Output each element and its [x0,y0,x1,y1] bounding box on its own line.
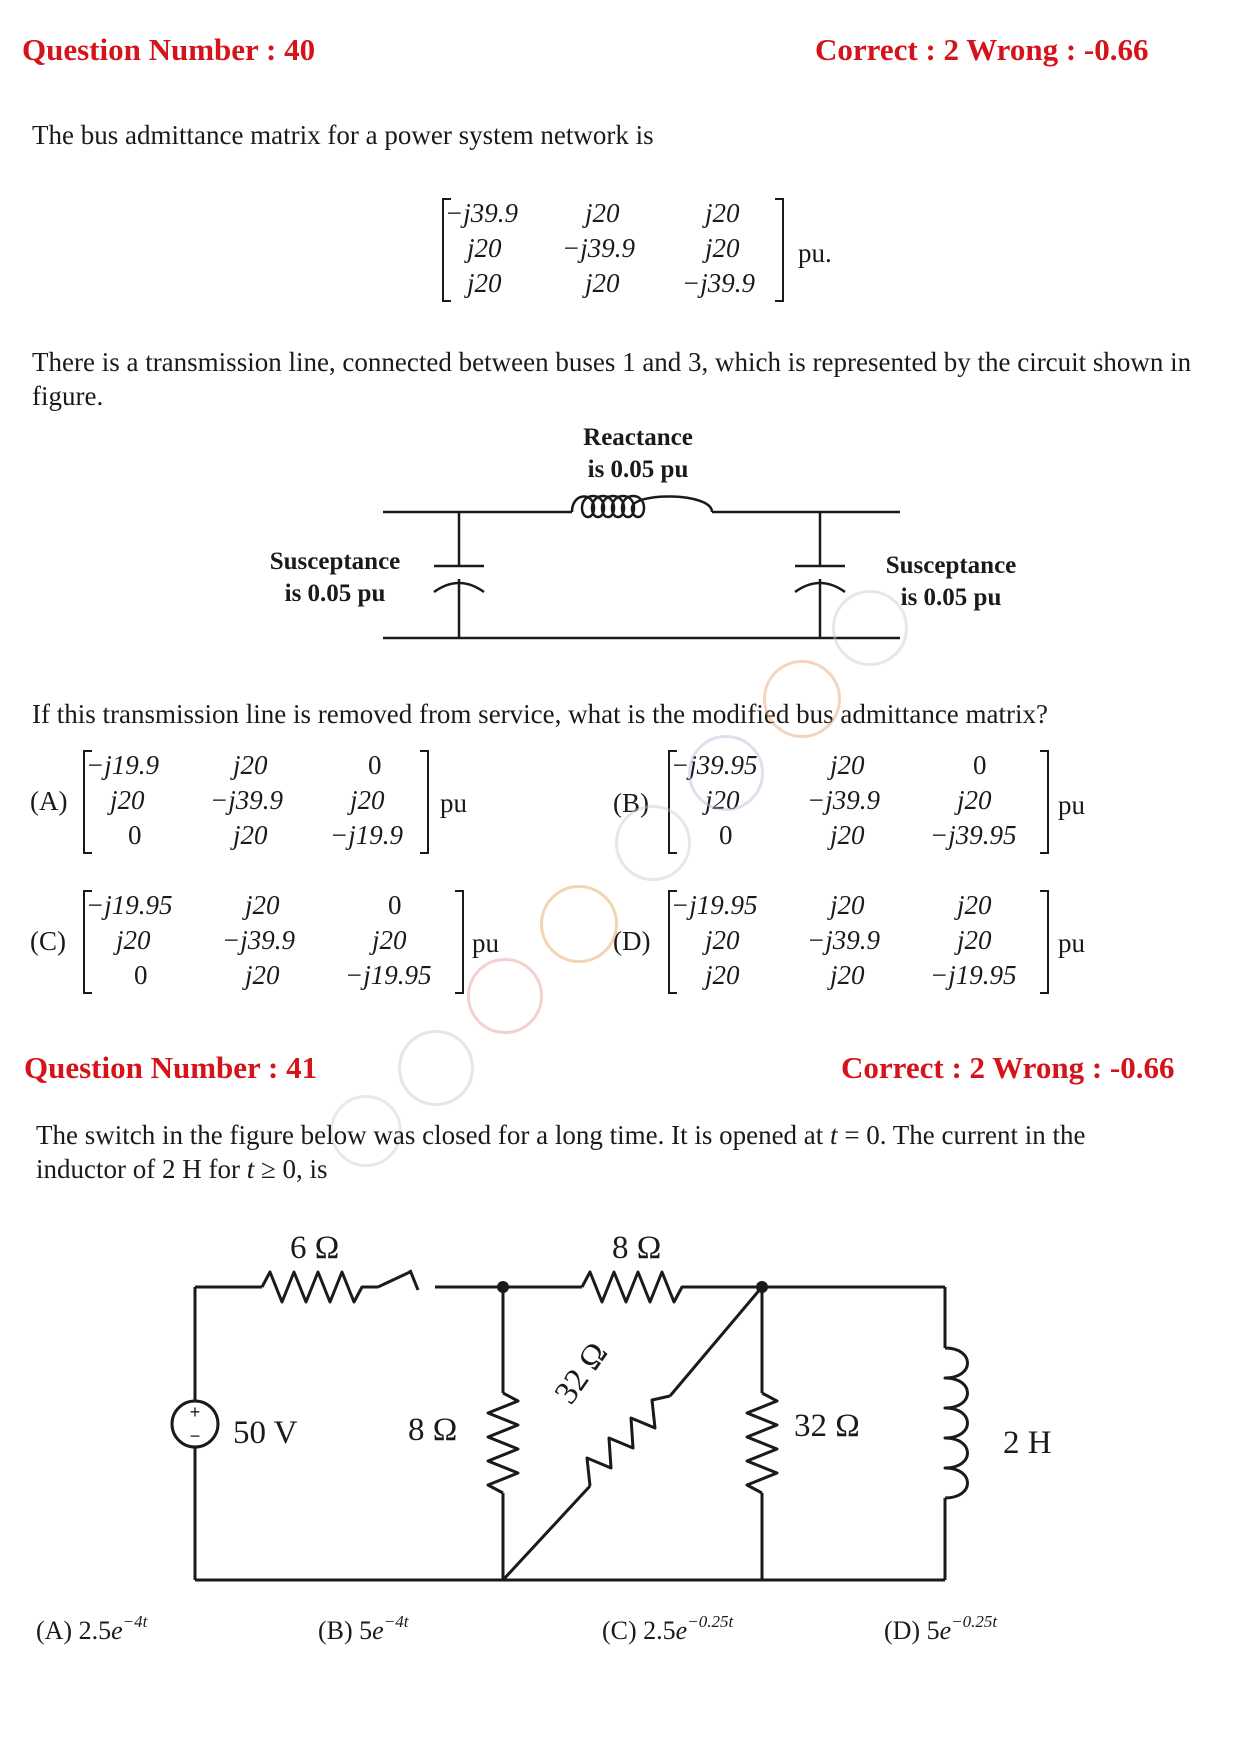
matrix-cell: j20 [585,268,620,298]
matrix-cell: −j39.9 [807,785,880,815]
option-a-label: (A) [30,786,68,816]
susceptance-right-line1: Susceptance [885,552,1017,579]
matrix-cell: j20 [830,960,865,990]
matrix-cell: j20 [830,750,865,780]
matrix-cell: 0 [368,750,382,780]
minus-sign: − [189,1426,201,1446]
matrix-cell: 0 [719,820,733,850]
matrix-cell: −j39.95 [671,750,758,780]
r3-label: 8 Ω [408,1412,458,1448]
option-b-label: (B) [613,788,649,818]
matrix-cell: −j39.9 [445,198,518,228]
option-c-label: (C) [30,926,66,956]
matrix-unit: pu. [798,238,832,268]
matrix-cell: j20 [705,198,740,228]
watermark-stamp [763,660,841,738]
q41-text-line1 [36,1118,1085,1152]
answer-c-base: e [675,1616,688,1645]
matrix-cell: j20 [372,925,407,955]
matrix-cell: −j19.9 [86,750,159,780]
matrix-cell: 0 [134,960,148,990]
matrix-cell: −j39.9 [682,268,755,298]
matrix-cell: −j19.95 [345,960,432,990]
q40-intro: The bus admittance matrix for a power system network is [32,120,654,150]
matrix-cell: j20 [705,785,740,815]
q41-var-t: t [830,1120,838,1150]
answer-a-exp: −4t [122,1612,148,1631]
matrix-cell: −j39.95 [930,820,1017,850]
matrix-cell: −j19.95 [671,890,758,920]
answer-d-label: (D) 5 [884,1616,940,1645]
q41-text-a: The switch in the figure below was closed for a long time. It is opened at [36,1120,831,1150]
option-c-matrix [80,888,470,998]
susceptance-left-line1: Susceptance [269,548,401,575]
q41-text-d: ≥ 0, is [254,1154,328,1184]
watermark-stamp [540,885,618,963]
matrix-cell: −j19.95 [86,890,173,920]
matrix-cell: j20 [110,785,145,815]
answer-c-label: (C) 2.5 [602,1616,676,1645]
answer-b-exp: −4t [383,1612,409,1631]
matrix-cell: j20 [245,890,280,920]
answer-d-exp: −0.25t [951,1612,998,1631]
matrix-cell: j20 [705,925,740,955]
answer-a-label: (A) 2.5 [36,1616,112,1645]
matrix-cell: 0 [388,890,402,920]
q40-header: Question Number : 40 [22,32,316,67]
matrix-cell: j20 [233,750,268,780]
q41-marks: Correct : 2 Wrong : -0.66 [841,1050,1175,1085]
option-c-unit: pu [472,928,499,958]
susceptance-left-label [240,546,430,610]
option-a-unit: pu [440,788,467,818]
inductor-label: 2 H [1003,1425,1052,1461]
matrix-cell: 0 [973,750,987,780]
q40-marks: Correct : 2 Wrong : -0.66 [815,32,1149,67]
r1-label: 6 Ω [290,1230,340,1266]
answer-c-exp: −0.25t [687,1612,734,1631]
matrix-cell: j20 [585,198,620,228]
answer-d [884,1612,997,1646]
rl-circuit [0,1150,1240,1600]
matrix-cell: j20 [957,925,992,955]
matrix-cell: j20 [245,960,280,990]
watermark-stamp [832,590,908,666]
q41-header: Question Number : 41 [24,1050,318,1085]
answer-a-base: e [111,1616,123,1645]
r4-label: 32 Ω [548,1336,616,1411]
matrix-cell: j20 [830,890,865,920]
option-a-matrix [80,748,440,858]
r5-label: 32 Ω [794,1408,860,1444]
q40-line-text: There is a transmission line, connected between buses 1 and 3, which is represented by the circuit shown in figure. [32,347,1192,411]
matrix-cell: j20 [467,268,502,298]
answer-b [318,1612,408,1646]
q41-text-c: inductor of 2 H for [36,1154,247,1184]
q41-text-b: = 0. The current in the [837,1120,1086,1150]
option-d-matrix [665,888,1055,998]
reactance-label [538,422,738,486]
option-b-unit: pu [1058,790,1085,820]
answer-b-base: e [372,1616,384,1645]
answer-c [602,1612,733,1646]
matrix-cell: j20 [705,233,740,263]
answer-a [36,1612,147,1646]
matrix-cell: j20 [705,960,740,990]
source-label: 50 V [233,1415,298,1451]
option-d-label: (D) [613,926,651,956]
q40-question: If this transmission line is removed from service, what is the modified bus admittance matrix? [32,699,1049,729]
r2-label: 8 Ω [612,1230,662,1266]
q41-var-t: t [246,1154,255,1184]
watermark-stamp [398,1030,474,1106]
watermark-stamp [688,735,764,811]
matrix-cell: j20 [957,890,992,920]
matrix-cell: −j19.95 [930,960,1017,990]
matrix-cell: j20 [830,820,865,850]
matrix-cell: j20 [116,925,151,955]
susceptance-left-line2: is 0.05 pu [284,580,386,607]
reactance-label-line1: Reactance [583,424,693,451]
matrix-cell: −j19.9 [330,820,403,850]
reactance-label-line2: is 0.05 pu [587,456,689,483]
susceptance-right-line2: is 0.05 pu [900,584,1002,611]
answer-d-base: e [939,1616,952,1645]
answer-b-label: (B) 5 [318,1616,373,1645]
plus-sign: + [189,1402,201,1422]
matrix-cell: j20 [233,820,268,850]
pi-model-figure [0,0,1240,700]
matrix-cell: j20 [467,233,502,263]
matrix-cell: −j39.9 [222,925,295,955]
matrix-cell: −j39.9 [562,233,635,263]
matrix-cell: 0 [128,820,142,850]
matrix-cell: −j39.9 [210,785,283,815]
watermark-stamp [467,958,543,1034]
watermark-stamp [615,805,691,881]
matrix-cell: j20 [350,785,385,815]
matrix-cell: j20 [957,785,992,815]
option-d-unit: pu [1058,928,1085,958]
matrix-cell: −j39.9 [807,925,880,955]
